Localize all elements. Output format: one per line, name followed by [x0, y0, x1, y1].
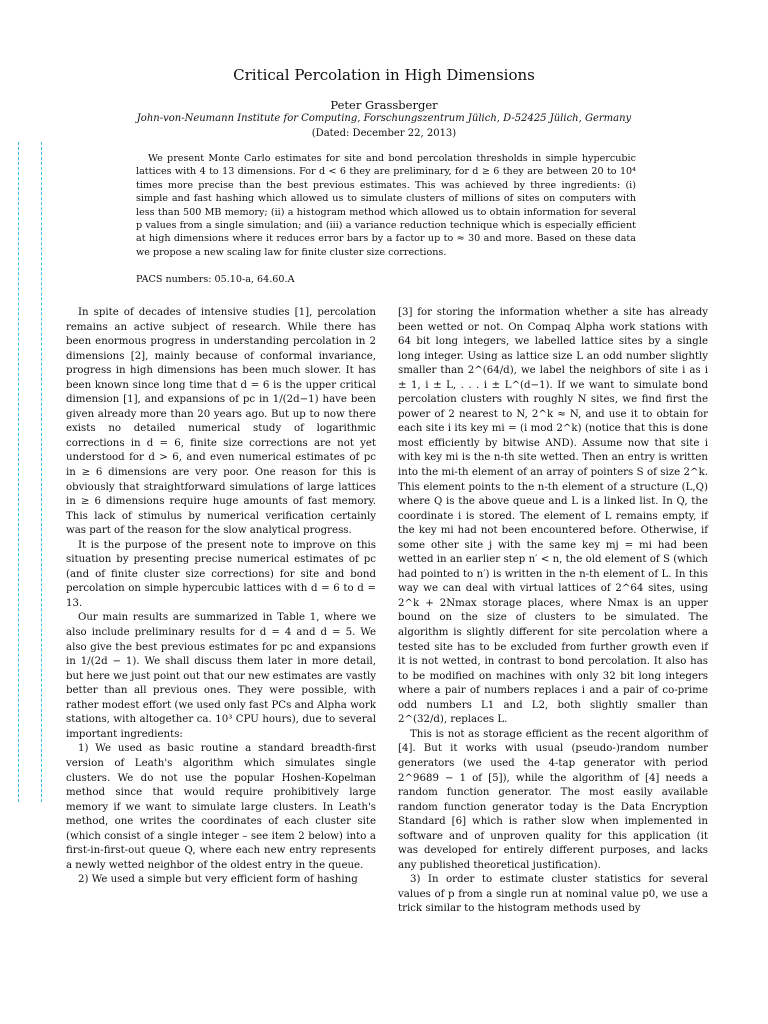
- paper-title: Critical Percolation in High Dimensions: [233, 66, 535, 84]
- left-column: [66, 306, 376, 888]
- paragraph: 1) We used as basic routine a standard breadth-first version of Leath's algorithm which simulates single clusters. We do not use the popular Hoshen-Kopelman method since that would require prohibitively large memory if we want to simulate large clusters. In Leath's method, one writes the coordinates of each cluster site (which consist of a single integer – see item 2 below) into a first-in-first-out queue Q, where each new entry represents a newly wetted neighbor of the oldest entry in the queue.: [66, 743, 376, 871]
- paragraph: 2) We used a simple but very efficient form of hashing: [78, 874, 358, 886]
- author-name: Peter Grassberger: [330, 98, 438, 112]
- date-line: (Dated: December 22, 2013): [311, 128, 457, 139]
- pacs-numbers: PACS numbers: 05.10-a, 64.60.A: [136, 274, 295, 285]
- paragraph: Our main results are summarized in Table 1, where we also include preliminary results for d = 4 and d = 5. We also give the best previous estimates for pc and expansions in 1/(2d − 1). We shall discuss them later in more detail, but here we just point out that our new estimates are vastly better than all previous ones. They were possible, with rather modest effort (we used only fast PCs and Alpha work stations, with altogether ca. 10³ CPU hours), due to several important ingredients:: [66, 612, 376, 740]
- paragraph: This is not as storage efficient as the recent algorithm of [4]. But it works with usual (pseudo-)random number generators (we used the 4-tap generator with period 2^9689 − 1 of [5]), while the algorithm of [4] needs a random function generator. The most easily available random function generator today is the Data Encryption Standard [6] which is rather slow when implemented in software and of unproven quality for this application (it was developed for entirely different purposes, and lacks any published theoretical justification).: [398, 728, 708, 871]
- abstract: We present Monte Carlo estimates for site and bond percolation thresholds in simple hypercubic lattices with 4 to 13 dimensions. For d < 6 they are preliminary, for d ≥ 6 they are between 20 to 10⁴ times more precise than the best previous estimates. This was achieved by three ingredients: (i) simple and fast hashing which allowed us to simulate clusters of millions of sites on computers with less than 500 MB memory; (ii) a histogram method which allowed us to obtain information for several p values from a single simulation; and (iii) a variance reduction technique which is especially efficient at high dimensions where it reduces error bars by a factor up to ≈ 30 and more. Based on these data we propose a new scaling law for finite cluster size corrections.: [136, 153, 636, 258]
- margin-annotation-frame: [18, 142, 42, 802]
- paragraph: 3) In order to estimate cluster statistics for several values of p from a single run at nominal value p0, we use a trick similar to the histogram methods used by: [398, 874, 708, 915]
- affiliation: John-von-Neumann Institute for Computing, Forschungszentrum Jülich, D-52425 Jülich, Germany: [136, 113, 632, 124]
- right-column: [398, 306, 708, 917]
- paragraph: [3] for storing the information whether a site has already been wetted or not. On Compaq Alpha work stations with 64 bit long integers, we labelled lattice sites by a single long integer. Using as lattice size L an odd number slightly smaller than 2^(64/d), we label the neighbors of site i as i ± 1, i ± L, . . . i ± L^(d−1). If we want to simulate bond percolation clusters with roughly N sites, we find first the power of 2 nearest to N, 2^k ≈ N, and use it to obtain for each site i its key mi = (i mod 2^k) (notice that this is done most efficiently by bitwise AND). Assume now that site i with key mi is the n-th site wetted. Then an entry is written into the mi-th element of an array of pointers S of size 2^k. This element points to the n-th element of a structure (L,Q) where Q is the above queue and L is a linked list. In Q, the coordinate i is stored. The element of L remains empty, if the key mi had not been encountered before. Otherwise, if some other site j with the same key mj = mi had been wetted in an earlier step n′ < n, the old element of S (which had pointed to n′) is written in the n-th element of L. In this way we can deal with virtual lattices of 2^64 sites, using 2^k + 2Nmax storage places, where Nmax is an upper bound on the size of clusters to be simulated. The algorithm is slightly different for site percolation where a tested site has to be excluded from further growth even if it is not wetted, in contrast to bond percolation. It also has to be modified on machines with only 32 bit long integers where a pair of numbers replaces i and a pair of co-prime odd numbers L1 and L2, both slightly smaller than 2^(32/d), replaces L.: [398, 307, 708, 726]
- paragraph: In spite of decades of intensive studies [1], percolation remains an active subject of research. While there has been enormous progress in understanding percolation in 2 dimensions [2], mainly because of conformal invariance, progress in high dimensions has been much slower. It has been known since long time that d = 6 is the upper critical dimension [1], and expansions of pc in 1/(2d−1) have been given already more than 20 years ago. But up to now there exists no detailed numerical study of logarithmic corrections in d = 6, finite size corrections are not yet understood for d > 6, and even numerical estimates of pc in ≥ 6 dimensions are very poor. One reason for this is obviously that straightforward simulations of large lattices in ≥ 6 dimensions require huge amounts of fast memory. This lack of stimulus by numerical verification certainly was part of the reason for the slow analytical progress.: [66, 307, 376, 537]
- paragraph: It is the purpose of the present note to improve on this situation by presenting precise numerical estimates of pc (and of finite cluster size corrections) for site and bond percolation on simple hypercubic lattices with d = 6 to d = 13.: [66, 539, 376, 609]
